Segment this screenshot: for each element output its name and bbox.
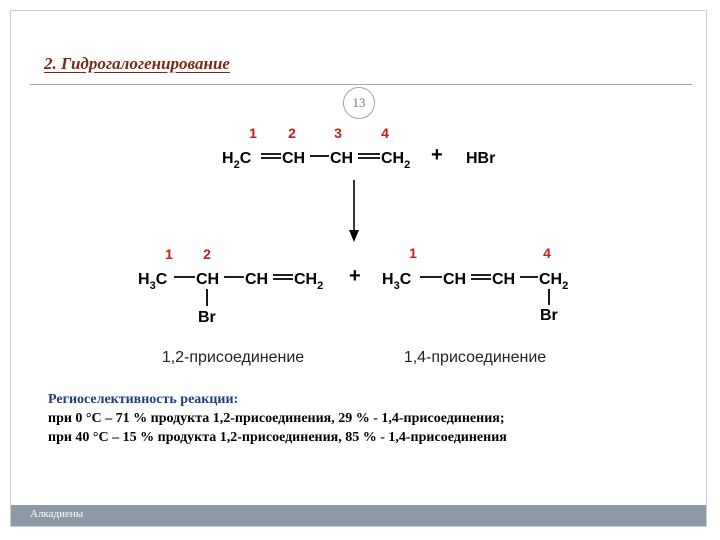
- footer-bar: [11, 505, 706, 526]
- product12-locant-1: 1: [165, 246, 173, 262]
- reactant-locant-3: 3: [334, 125, 342, 141]
- product12-atom-c2: CH: [196, 271, 220, 288]
- reagent-hbr: HBr: [466, 150, 496, 167]
- reactant-locant-2: 2: [288, 125, 296, 141]
- product12-locant-2: 2: [203, 246, 211, 262]
- product14-atom-c1: $H_3C$: [382, 271, 412, 292]
- product14-caption: 1,4-присоединение: [403, 349, 547, 366]
- regioselectivity-block: [48, 390, 507, 447]
- product12-atom-c1: $H_3C$: [138, 271, 168, 292]
- product14-locant-1: 1: [409, 245, 417, 261]
- product14-bromine: Br: [540, 307, 558, 324]
- reactant-locant-1: 1: [249, 125, 257, 141]
- product14-atom-c4: $CH_2$: [539, 271, 569, 292]
- footer-topic: Алкадиены: [30, 508, 84, 520]
- product-12-addition: [138, 246, 361, 366]
- products-plus: +: [349, 265, 361, 287]
- reactant-plus: +: [431, 144, 443, 166]
- product14-locant-4: 4: [543, 245, 551, 261]
- product12-caption: 1,2-присоединение: [161, 349, 305, 366]
- product12-atom-c3: CH: [245, 271, 269, 288]
- product14-atom-c2: CH: [443, 271, 467, 288]
- product12-atom-c4: $CH_2$: [294, 271, 324, 292]
- regioselectivity-heading: Региоселективность реакции:: [48, 392, 239, 407]
- regioselectivity-line-0c: при 0 °С – 71 % продукта 1,2-присоединения, 29 % - 1,4-присоединения;: [48, 411, 505, 426]
- reactant-atom-c3: CH: [330, 150, 354, 167]
- reactant-atom-c4: $CH_2$: [381, 150, 411, 171]
- reactant-locant-4: 4: [381, 125, 389, 141]
- regioselectivity-line-40c: при 40 °С – 15 % продукта 1,2-присоединения, 85 % - 1,4-присоединения: [48, 430, 507, 445]
- reactant-atom-c2: CH: [282, 150, 306, 167]
- slide-number-badge: 13: [343, 87, 375, 119]
- product14-atom-c3: CH: [492, 271, 516, 288]
- product12-bromine: Br: [198, 309, 216, 326]
- reactant-butadiene: [222, 125, 495, 171]
- reaction-arrow: [349, 180, 359, 242]
- slide-title: 2. Гидрогалогенирование: [44, 54, 230, 73]
- product-14-addition: [382, 245, 568, 366]
- reactant-atom-c1: $H_2C$: [222, 150, 252, 171]
